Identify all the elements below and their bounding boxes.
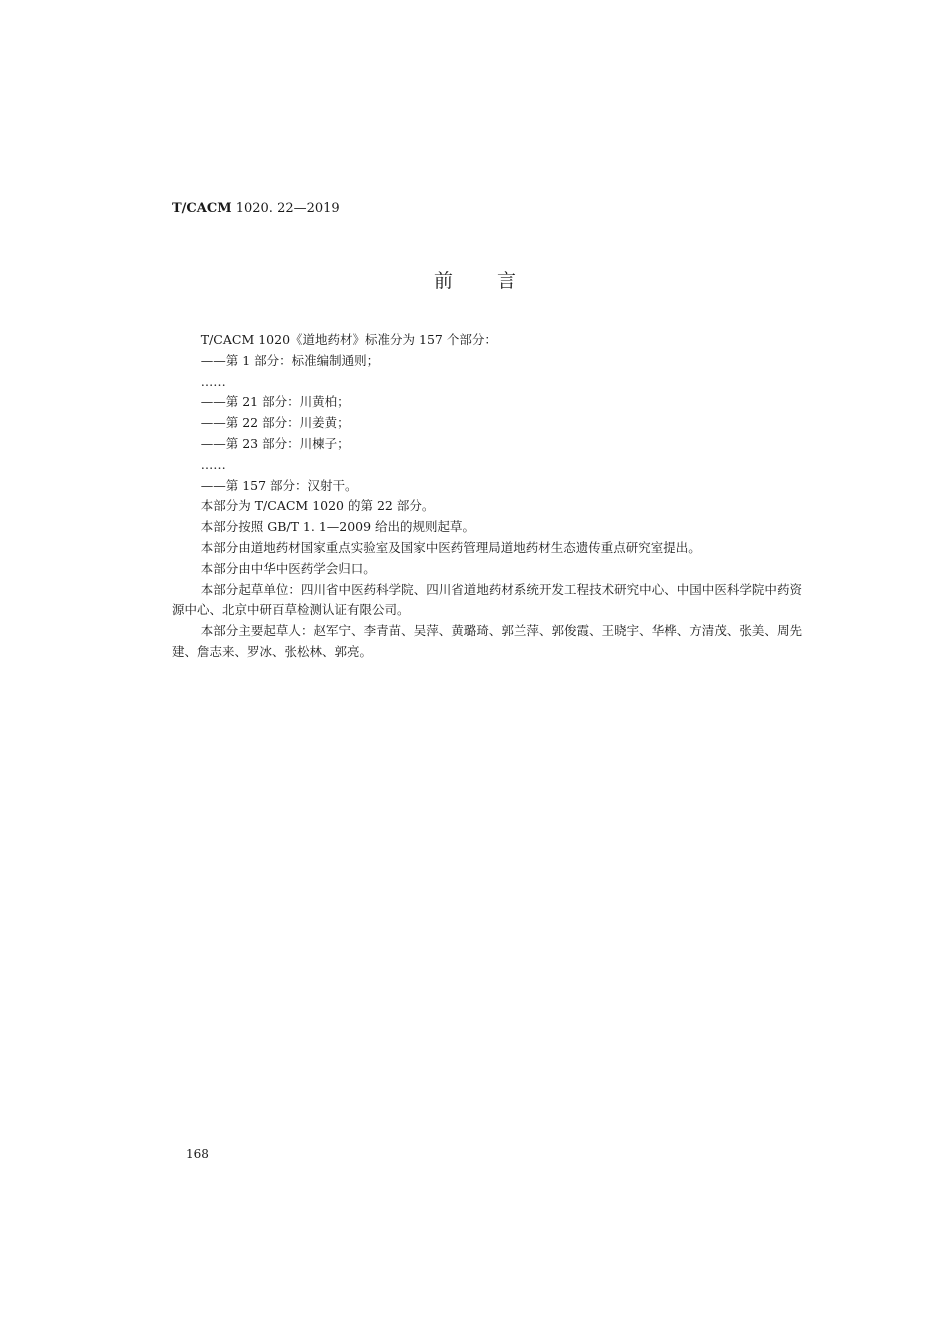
paragraph: 本部分由道地药材国家重点实验室及国家中医药管理局道地药材生态遗传重点研究室提出。 bbox=[200, 539, 701, 555]
paragraph: ——第 1 部分：标准编制通则； bbox=[200, 352, 380, 368]
document-code: T/CACM bbox=[172, 201, 232, 216]
document-number: 1020. 22—2019 bbox=[231, 201, 340, 216]
paragraph: …… bbox=[200, 373, 226, 389]
paragraph: …… bbox=[200, 456, 226, 472]
paragraph: 本部分为 T/CACM 1020 的第 22 部分。 bbox=[200, 498, 435, 514]
paragraph: 本部分按照 GB/T 1. 1—2009 给出的规则起草。 bbox=[200, 519, 476, 535]
paragraph: 本部分起草单位：四川省中医药科学院、四川省道地药材系统开发工程技术研究中心、中国中医科学院中药资源中心、北京中研百草检测认证有限公司。 bbox=[172, 581, 802, 618]
paragraph: ——第 23 部分：川楝子； bbox=[200, 435, 350, 451]
page-number: 168 bbox=[186, 1147, 209, 1161]
document-identifier bbox=[172, 200, 340, 218]
paragraph: ——第 22 部分：川姜黄； bbox=[200, 415, 350, 431]
foreword-body bbox=[172, 330, 802, 663]
paragraph: 本部分主要起草人：赵军宁、李青苗、吴萍、黄璐琦、郭兰萍、郭俊霞、王晓宇、华桦、方清茂、张美、周先建、詹志来、罗冰、张松林、郭亮。 bbox=[172, 623, 802, 659]
page-title: 前言 bbox=[433, 270, 560, 292]
paragraph: 本部分由中华中医药学会归口。 bbox=[200, 560, 376, 576]
paragraph: ——第 157 部分：汉射干。 bbox=[200, 477, 358, 493]
paragraph: ——第 21 部分：川黄柏； bbox=[200, 394, 350, 410]
paragraph: T/CACM 1020《道地药材》标准分为 157 个部分： bbox=[200, 332, 497, 347]
